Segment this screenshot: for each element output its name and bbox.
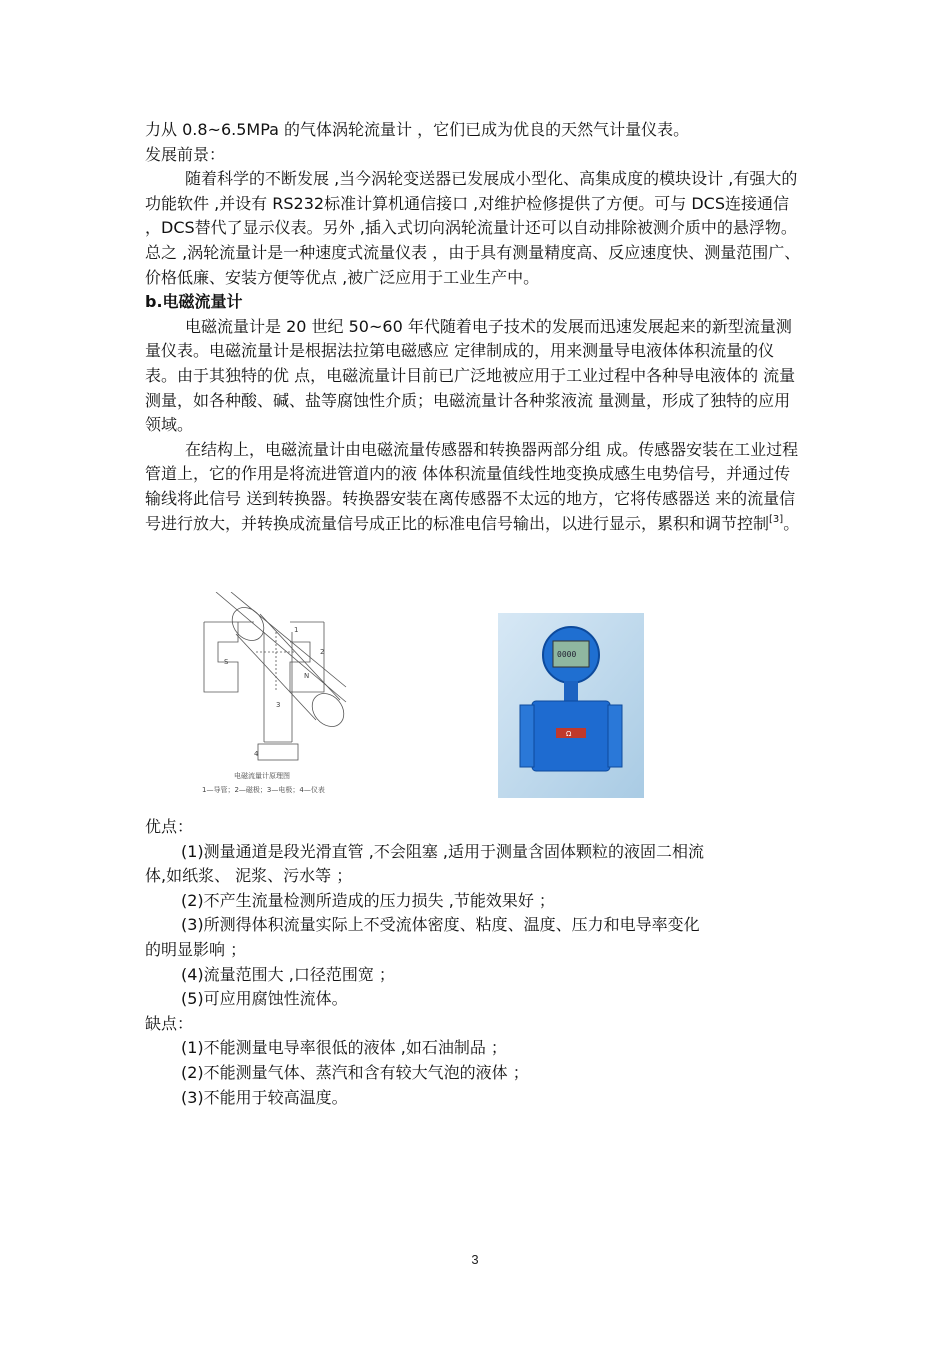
list-item-continuation: 体,如纸浆、 泥浆、污水等 ； bbox=[145, 866, 353, 886]
label-n: N bbox=[304, 672, 310, 680]
figure-caption-title: 电磁流量计原理图 bbox=[234, 772, 290, 780]
section-heading-disadvantages: 缺点： bbox=[145, 1013, 194, 1033]
label-3: 3 bbox=[276, 701, 281, 709]
flowmeter-illustration bbox=[498, 613, 644, 798]
list-item: (1)不能测量电导率很低的液体 ,如石油制品 ； bbox=[181, 1038, 507, 1058]
display-readout: 0000 bbox=[557, 650, 577, 659]
paragraph-text: 在结构上，电磁流量计由电磁流量传感器和转换器两部分组 成。传感器安装在工业过程管道上，它的作用是将流进管道内的液 体体积流量值线性地变换成感生电势信号，并通过传输线将此信号 送到转换器。转换器安装在离传感器不太远的地方，它将传感器送 来的流量信号进行放大，并转换成流量信号成正比的标准电信号输出，以进行显示，累积和调节控制 bbox=[145, 439, 799, 533]
list-item: (5)可应用腐蚀性流体。 bbox=[181, 989, 348, 1009]
paragraph-end: 。 bbox=[783, 513, 800, 533]
body-text-top bbox=[145, 118, 805, 536]
flowmeter-photo bbox=[498, 613, 644, 798]
list-item: (4)流量范围大 ,口径范围宽 ； bbox=[181, 964, 395, 984]
section-heading-prospects: 发展前景： bbox=[145, 144, 226, 164]
list-item: (3)所测得体积流量实际上不受流体密度、粘度、温度、压力和电导率变化 bbox=[181, 915, 700, 935]
citation: [3] bbox=[769, 513, 784, 525]
list-item: (2)不能测量气体、蒸汽和含有较大气泡的液体 ； bbox=[181, 1062, 529, 1082]
body-text-bottom bbox=[145, 815, 805, 1110]
label-1: 1 bbox=[294, 626, 299, 634]
section-heading-electromagnetic: b.电磁流量计 bbox=[145, 292, 243, 312]
paragraph: 电磁流量计是 20 世纪 50~60 年代随着电子技术的发展而迅速发展起来的新型流量测量仪表。电磁流量计是根据法拉第电磁感应 定律制成的，用来测量导电液体体积流量的仪表。由于其独特的优 点，电磁流量计目前已广泛地被应用于工业过程中各种导电液体的 流量测量，如各种酸、碱、盐等腐蚀性介质；电磁流量计各种浆液流 量测量，形成了独特的应用领域。 bbox=[145, 316, 796, 435]
device-mark: Ω bbox=[566, 730, 572, 738]
label-s: S bbox=[224, 658, 229, 666]
list-item: (2)不产生流量检测所造成的压力损失 ,节能效果好 ； bbox=[181, 890, 555, 910]
list-item: (1)测量通道是段光滑直管 ,不会阻塞 ,适用于测量含固体颗粒的液固二相流 bbox=[181, 841, 705, 861]
label-2: 2 bbox=[320, 648, 325, 656]
principle-diagram bbox=[196, 592, 366, 802]
paragraph bbox=[145, 438, 805, 536]
list-item-continuation: 的明显影响 ； bbox=[145, 939, 247, 959]
paragraph: 力从 0.8~6.5MPa 的气体涡轮流量计 ，它们已成为优良的天然气计量仪表。 bbox=[145, 120, 690, 139]
page-number: 3 bbox=[471, 1252, 479, 1267]
list-item: (3)不能用于较高温度。 bbox=[181, 1087, 348, 1107]
section-heading-advantages: 优点： bbox=[145, 817, 194, 836]
label-4: 4 bbox=[254, 750, 259, 758]
figures-row bbox=[0, 592, 950, 807]
figure-caption-legend: 1—导管；2—磁极；3—电极；4—仪表 bbox=[202, 786, 325, 794]
paragraph: 随着科学的不断发展 ,当今涡轮变送器已发展成小型化、高集成度的模块设计 ,有强大的功能软件 ,并设有 RS232标准计算机通信接口 ,对维护检修提供了方便。可与 DCS连接通信 ，DCS替代了显示仪表。另外 ,插入式切向涡轮流量计还可以自动排除被测介质中的悬浮物。 总之 ,涡轮流量计是一种速度式流量仪表 ，由于具有测量精度高、反应速度快、测量范围广、价格低廉、安装方便等优点 ,被广泛应用于工业生产中。 bbox=[145, 169, 801, 287]
